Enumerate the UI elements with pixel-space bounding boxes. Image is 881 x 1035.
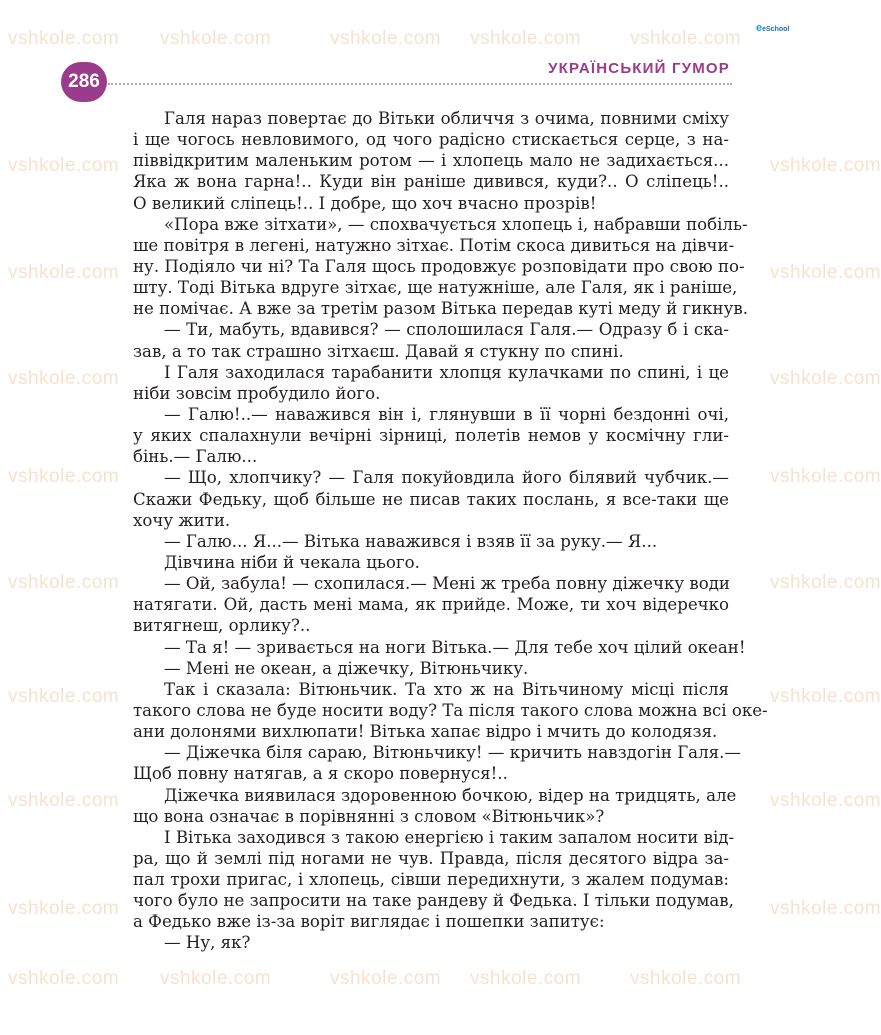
brand-e-icon: e (756, 22, 763, 34)
text-line: не помічає. А вже за третім разом Вітька передав куті меду й гикнув. (133, 299, 748, 319)
text-line: — Ти, мабуть, вдавився? — сполошилася Галя.— Одразу б і ска- (164, 320, 729, 340)
watermark-text: vshkole.com (8, 898, 120, 919)
watermark-text: vshkole.com (770, 790, 881, 811)
text-line: Дівчина ніби й чекала цього. (164, 552, 420, 572)
watermark-text: vshkole.com (770, 686, 881, 707)
text-line: І Галя заходилася тарабанити хлопця кулачками по спині, і це (164, 362, 729, 382)
text-line: — Що, хлопчику? — Галя покуйовдила його білявий чубчик.— (164, 468, 729, 488)
text-line: Так і сказала: Вітюньчик. Та хто ж на Вітьчиному місці після (164, 679, 729, 699)
text-line: і ще чогось невловимого, од чого радісно стискається серце, з на- (133, 130, 729, 150)
text-line: зав, а то так страшно зітхаєш. Давай я стукну по спині. (133, 341, 624, 361)
watermark-text: vshkole.com (470, 968, 582, 989)
header-divider (108, 83, 732, 85)
story-text (133, 108, 768, 954)
text-line: Діжечка виявилася здоровенною бочкою, відер на тридцять, але (164, 785, 737, 805)
text-line: ра, що й землі під ногами не чув. Правда, після десятого відра за- (133, 848, 729, 868)
text-line: чого було не запросити на таке рандеву й Федька. І тільки подумав, (133, 891, 734, 911)
text-line: витягнеш, орлику?.. (133, 616, 311, 636)
text-line: ніби зовсім пробудило його. (133, 383, 381, 403)
watermark-text: vshkole.com (8, 790, 120, 811)
text-line: шту. Тоді Вітька вдруге зітхає, ще натужніше, але Галя, як і раніше, (133, 278, 738, 298)
text-line: у яких спалахнули вечірні зірниці, полетів немов у космічну гли- (133, 426, 729, 446)
text-line: І Вітька заходився з такою енергією і таким запалом носити від- (164, 827, 735, 847)
text-line: хочу жити. (133, 510, 231, 530)
watermark-text: vshkole.com (8, 368, 120, 389)
text-line: пал трохи пригас, і хлопець, сівши передихнути, з жалем подумав: (133, 870, 729, 890)
watermark-text: vshkole.com (8, 262, 120, 283)
brand-text: еSchool (762, 26, 790, 33)
text-line: Скажи Федьку, щоб більше не писав таких послань, я все-таки ще (133, 489, 729, 509)
text-line: Щоб повну натягав, а я скоро повернуся!.. (133, 764, 508, 784)
watermark-text: vshkole.com (160, 968, 272, 989)
watermark-text: vshkole.com (770, 466, 881, 487)
watermark-text: vshkole.com (8, 686, 120, 707)
text-line: — Діжечка біля сараю, Вітюньчику! — кричить навздогін Галя.— (164, 743, 741, 763)
text-line: — Галю!..— наважився він і, глянувши в її чорні бездонні очі, (164, 404, 729, 424)
watermark-text: vshkole.com (8, 28, 120, 49)
text-line: — Та я! — зривається на ноги Вітька.— Для тебе хоч цілий океан! (164, 637, 746, 657)
watermark-text: vshkole.com (160, 28, 272, 49)
text-line: «Пора вже зітхати», — спохвачується хлопець і, набравши побіль- (164, 214, 748, 234)
page-number: 286 (61, 62, 107, 102)
watermark-text: vshkole.com (630, 968, 742, 989)
watermark-text: vshkole.com (770, 572, 881, 593)
watermark-text: vshkole.com (770, 368, 881, 389)
text-line: ну. Подіяло чи ні? Та Галя щось продовжує розповідати про свою по- (133, 256, 745, 276)
watermark-text: vshkole.com (8, 466, 120, 487)
watermark-text: vshkole.com (8, 968, 120, 989)
watermark-text: vshkole.com (330, 28, 442, 49)
watermark-text: vshkole.com (770, 155, 881, 176)
text-line: Галя нараз повертає до Вітьки обличчя з очима, повними сміху (164, 109, 729, 128)
text-line: О великий сліпець!.. І добре, що хоч вчасно прозрів! (133, 193, 597, 213)
watermark-text: vshkole.com (770, 262, 881, 283)
watermark-text: vshkole.com (770, 898, 881, 919)
text-line: — Галю... Я...— Вітька наважився і взяв її за руку.— Я... (164, 531, 658, 551)
watermark-text: vshkole.com (470, 28, 582, 49)
text-line: бінь.— Галю... (133, 447, 258, 467)
brand-logo (756, 22, 798, 34)
text-line: а Федько вже із-за воріт виглядає і пошепки запитує: (133, 912, 605, 932)
text-line: що вона означає в порівнянні з словом «Вітюньчик»? (133, 806, 605, 826)
text-line: — Ну, як? (164, 933, 251, 953)
watermark-text: vshkole.com (8, 572, 120, 593)
text-line: — Мені не океан, а діжечку, Вітюньчику. (164, 658, 529, 678)
text-line: такого слова не буде носити воду? Та після такого слова можна всі оке- (133, 700, 768, 720)
text-line: ше повітря в легені, натужно зітхає. Потім скоса дивиться на дівчи- (133, 235, 735, 255)
watermark-text: vshkole.com (8, 155, 120, 176)
text-line: Яка ж вона гарна!.. Куди він раніше дивився, куди?.. О сліпець!.. (133, 172, 729, 192)
text-line: — Ой, забула! — схопилася.— Мені ж треба повну діжечку води (164, 574, 730, 594)
section-title: УКРАЇНСЬКИЙ ГУМОР (548, 60, 730, 77)
text-line: натягати. Ой, дасть мені мама, як прийде. Може, ти хоч відеречко (133, 595, 729, 615)
watermark-text: vshkole.com (630, 28, 742, 49)
text-line: піввідкритим маленьким ротом — і хлопець мало не задихається... (133, 151, 729, 171)
text-line: ани долонями вихлюпати! Вітька хапає відро і мчить до колодязя. (133, 722, 718, 742)
watermark-text: vshkole.com (330, 968, 442, 989)
